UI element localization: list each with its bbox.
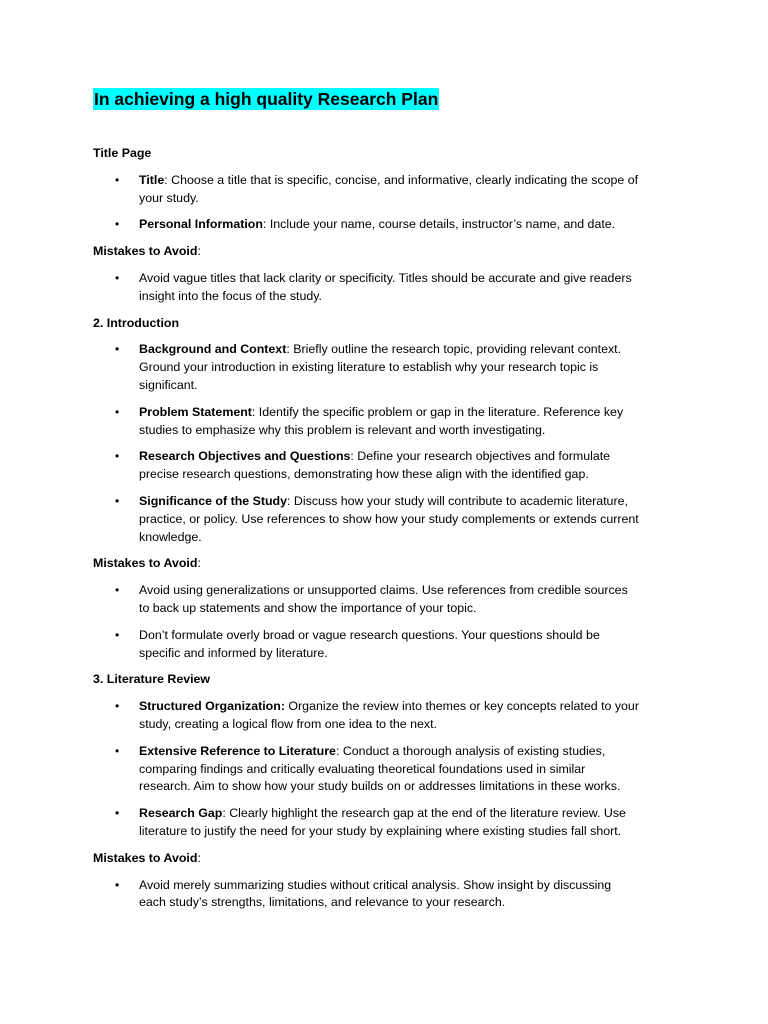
document-body xyxy=(93,145,683,912)
document-title: In achieving a high quality Research Plan xyxy=(94,89,439,109)
bullet-item xyxy=(93,493,639,546)
bullet-icon: • xyxy=(115,627,120,642)
mistakes-colon: : xyxy=(197,244,201,259)
document-page xyxy=(93,88,683,921)
bullet-item xyxy=(93,805,639,841)
bullet-text: : Briefly outline the research topic, providing relevant context. Ground your introduction in existing literature to establish why your research topic is significant. xyxy=(139,342,622,392)
bullet-icon: • xyxy=(115,342,120,357)
bullet-text: Avoid using generalizations or unsupported claims. Use references from credible sources to back up statements and show the importance of your topic. xyxy=(139,583,628,615)
bullet-item xyxy=(93,404,639,440)
bullet-text: Avoid merely summarizing studies without critical analysis. Show insight by discussing each study’s strengths, limitations, and relevance to your research. xyxy=(139,877,612,910)
bullet-icon: • xyxy=(115,877,120,892)
bullet-icon: • xyxy=(115,806,120,821)
bullet-text: : Identify the specific problem or gap in the literature. Reference key studies to emphasize why this problem is relevant and worth investigating. xyxy=(139,404,624,437)
bullet-icon: • xyxy=(115,172,120,187)
section-heading: 3. Literature Review xyxy=(93,672,211,687)
bullet-term: Extensive Reference to Literature xyxy=(139,743,336,758)
bullet-text: : Include your name, course details, instructor’s name, and date. xyxy=(262,217,616,232)
bullet-icon: • xyxy=(115,743,120,758)
mistake-list xyxy=(93,877,683,913)
mistakes-label: Mistakes to Avoid xyxy=(93,556,198,571)
bullet-term: Structured Organization: xyxy=(139,699,285,714)
bullet-term: Background and Context xyxy=(139,342,287,357)
bullet-text: : Choose a title that is specific, concise, and informative, clearly indicating the scope of your study. xyxy=(139,172,639,205)
bullet-list xyxy=(93,341,683,546)
bullet-text: : Clearly highlight the research gap at the end of the literature review. Use literature to justify the need for your study by explaining where existing studies fall short. xyxy=(139,806,626,838)
bullet-text: Avoid vague titles that lack clarity or specificity. Titles should be accurate and give readers insight into the focus of the study. xyxy=(139,270,632,303)
mistake-list xyxy=(93,270,683,306)
mistake-list xyxy=(93,582,683,662)
mistakes-label: Mistakes to Avoid xyxy=(93,850,198,865)
bullet-icon: • xyxy=(115,270,120,285)
bullet-icon: • xyxy=(115,583,120,598)
mistakes-colon: : xyxy=(197,850,201,865)
mistakes-label: Mistakes to Avoid xyxy=(93,244,198,259)
bullet-icon: • xyxy=(115,404,120,419)
mistakes-heading xyxy=(93,555,683,573)
bullet-term: Research Gap xyxy=(139,806,223,821)
bullet-term: Significance of the Study xyxy=(139,493,288,508)
mistake-item xyxy=(93,582,639,618)
mistake-item xyxy=(93,627,639,663)
bullet-item xyxy=(93,448,639,484)
section-heading: 2. Introduction xyxy=(93,315,180,330)
bullet-text: Organize the review into themes or key concepts related to your study, creating a logical flow from one idea to the next. xyxy=(139,699,639,731)
bullet-list xyxy=(93,698,683,841)
bullet-item xyxy=(93,743,639,796)
bullet-term: Research Objectives and Questions xyxy=(139,449,351,464)
mistakes-colon: : xyxy=(197,556,201,571)
mistakes-heading xyxy=(93,243,683,261)
bullet-icon: • xyxy=(115,699,120,714)
bullet-term: Personal Information xyxy=(139,217,263,232)
bullet-item xyxy=(93,341,639,394)
bullet-term: Problem Statement xyxy=(139,404,252,419)
mistake-item xyxy=(93,270,639,306)
bullet-text: : Conduct a thorough analysis of existing studies, comparing findings and critically evaluating theoretical foundations used in similar research. Aim to show how your study builds on or addresses limitations in these works. xyxy=(139,743,621,794)
bullet-item xyxy=(93,172,639,208)
bullet-text: : Define your research objectives and formulate precise research questions, demonstrating how these align with the identified gap. xyxy=(139,449,611,482)
bullet-term: Title xyxy=(139,172,165,187)
bullet-list xyxy=(93,172,683,234)
section-heading: Title Page xyxy=(93,146,152,160)
mistake-item xyxy=(93,877,639,913)
bullet-icon: • xyxy=(115,449,120,464)
bullet-item xyxy=(93,698,639,734)
mistakes-heading xyxy=(93,850,683,868)
bullet-icon: • xyxy=(115,493,120,508)
bullet-text: : Discuss how your study will contribute to academic literature, practice, or policy. Use references to show how your study complements or extends current knowledge. xyxy=(139,493,639,544)
bullet-item xyxy=(93,216,639,234)
bullet-icon: • xyxy=(115,217,120,232)
bullet-text: Don’t formulate overly broad or vague research questions. Your questions should be specific and informed by literature. xyxy=(139,627,600,660)
